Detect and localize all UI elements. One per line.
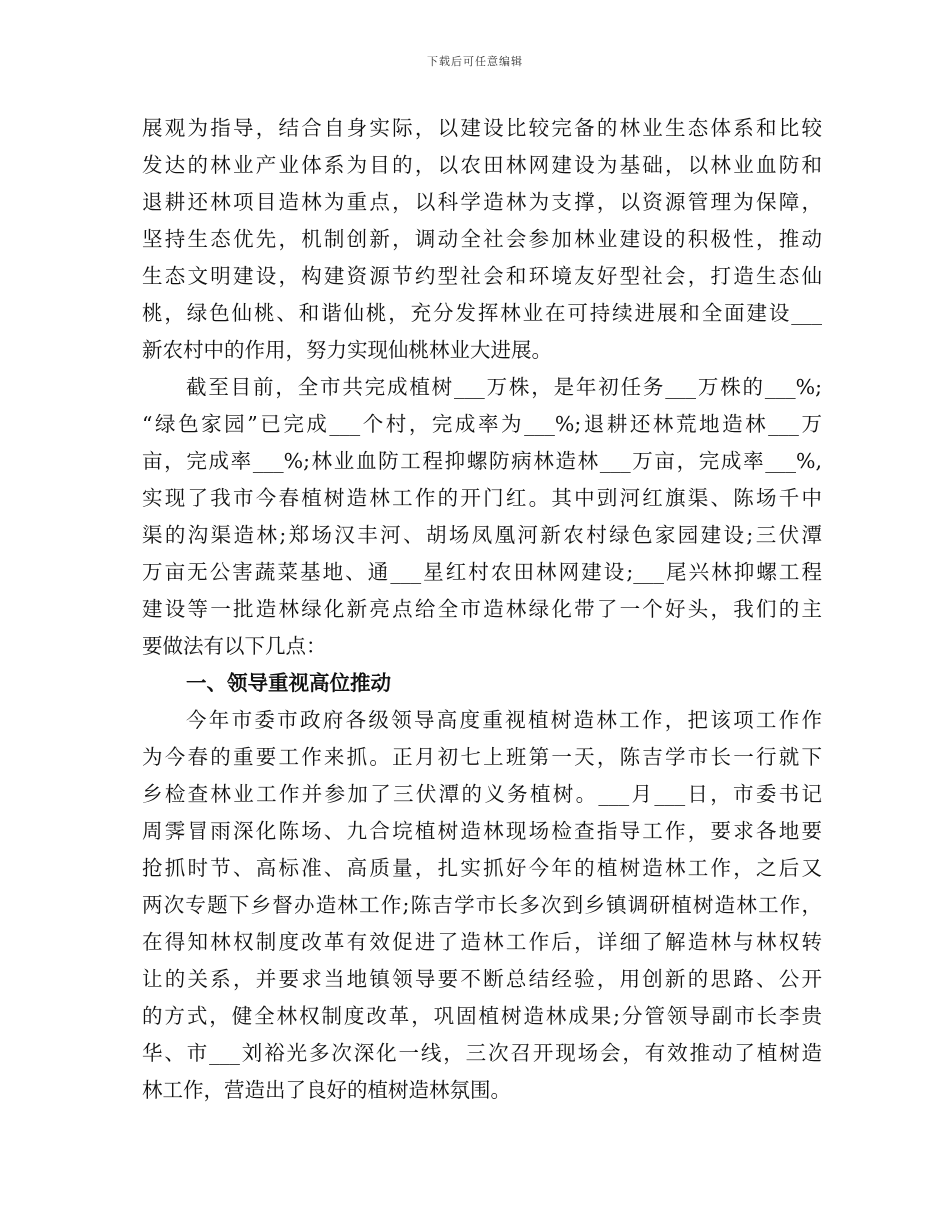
body-line: “绿色家园”已完成___个村，完成率为___%;退耕还林荒地造林___万 — [142, 412, 822, 436]
body-line: 展观为指导，结合自身实际，以建设比较完备的林业生态体系和比较 — [142, 116, 822, 140]
body-line: 抢抓时节、高标准、高质量，扎实抓好今年的植树造林工作，之后又 — [142, 856, 822, 880]
body-line: 乡检查林业工作并参加了三伏潭的义务植树。___月___日，市委书记 — [142, 782, 822, 806]
body-line: 渠的沟渠造林;郑场汉丰河、胡场凤凰河新农村绿色家园建设;三伏潭 — [142, 523, 822, 547]
body-line: 退耕还林项目造林为重点，以科学造林为支撑，以资源管理为保障， — [142, 190, 822, 214]
body-line: 华、市___刘裕光多次深化一线，三次召开现场会，有效推动了植树造 — [142, 1041, 822, 1065]
body-line: 让的关系，并要求当地镇领导要不断总结经验，用创新的思路、公开 — [142, 967, 822, 991]
body-line: 要做法有以下几点： — [142, 634, 327, 658]
body-line: 两次专题下乡督办造林工作;陈吉学市长多次到乡镇调研植树造林工作， — [142, 893, 822, 917]
body-line: 今年市委市政府各级领导高度重视植树造林工作，把该项工作作 — [186, 708, 822, 732]
section-heading: 一、领导重视高位推动 — [186, 671, 391, 695]
body-line: 林工作，营造出了良好的植树造林氛围。 — [142, 1078, 511, 1102]
body-line: 亩，完成率___%;林业血防工程抑螺防病林造林___万亩，完成率___%, — [142, 449, 822, 473]
body-line: 为今春的重要工作来抓。正月初七上班第一天，陈吉学市长一行就下 — [142, 745, 822, 769]
body-line: 在得知林权制度改革有效促进了造林工作后，详细了解造林与林权转 — [142, 930, 822, 954]
body-line: 万亩无公害蔬菜基地、通___星红村农田林网建设;___尾兴林抑螺工程 — [142, 560, 822, 584]
body-line: 新农村中的作用，努力实现仙桃林业大进展。 — [142, 338, 552, 362]
body-line: 的方式，健全林权制度改革，巩固植树造林成果;分管领导副市长李贵 — [142, 1004, 822, 1028]
body-line: 周霁冒雨深化陈场、九合垸植树造林现场检查指导工作，要求各地要 — [142, 819, 822, 843]
body-line: 坚持生态优先，机制创新，调动全社会参加林业建设的积极性，推动 — [142, 227, 822, 251]
body-line: 建设等一批造林绿化新亮点给全市造林绿化带了一个好头，我们的主 — [142, 597, 822, 621]
body-line: 桃，绿色仙桃、和谐仙桃，充分发挥林业在可持续进展和全面建设___ — [142, 301, 822, 325]
body-line: 实现了我市今春植树造林工作的开门红。其中剅河红旗渠、陈场千中 — [142, 486, 822, 510]
body-line: 生态文明建设，构建资源节约型社会和环境友好型社会，打造生态仙 — [142, 264, 822, 288]
header-note: 下载后可任意编辑 — [427, 55, 523, 68]
body-line: 截至目前，全市共完成植树___万株，是年初任务___万株的___%; — [186, 375, 822, 399]
body-line: 发达的林业产业体系为目的，以农田林网建设为基础，以林业血防和 — [142, 153, 822, 177]
